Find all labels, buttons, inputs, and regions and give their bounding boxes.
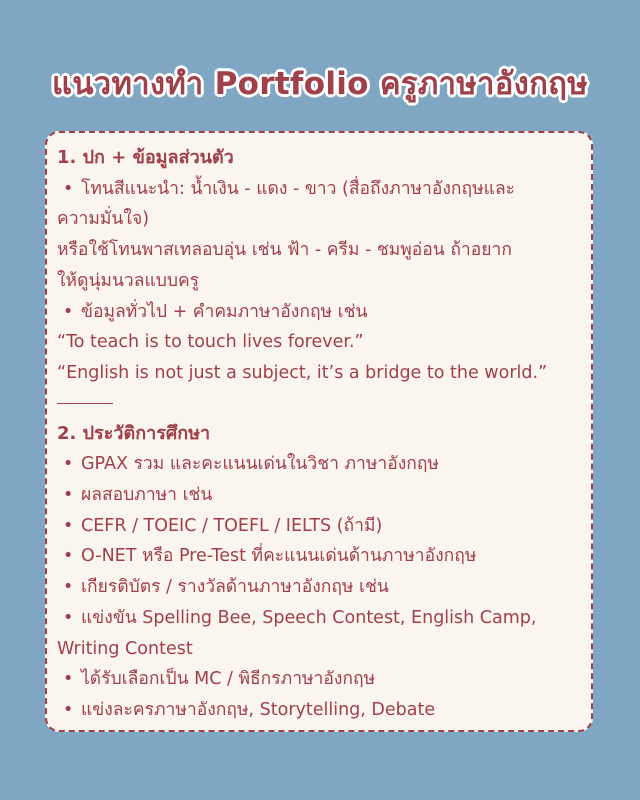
list-item-continuation: ความมั่นใจ) [57,209,150,230]
bullet-icon: • [63,515,74,536]
quote-line: “To teach is to touch lives forever.” [57,332,364,353]
bullet-icon: • [63,546,74,567]
list-item-text: ผลสอบภาษา เช่น [81,485,213,506]
list-item [57,572,581,603]
list-item-text: เกียรติบัตร / รางวัลด้านภาษาอังกฤษ เช่น [81,577,389,598]
divider [57,403,113,404]
bullet-icon: • [63,178,74,199]
list-item-text: ข้อมูลทั่วไป + คำคมภาษาอังกฤษ เช่น [81,301,368,322]
list-item-text: โทนสีแนะนำ: น้ำเงิน - แดง - ขาว (สื่อถึงภาษาอังกฤษและ [81,178,516,199]
list-item [57,449,581,480]
quote-line: “English is not just a subject, it’s a bridge to the world.” [57,362,548,383]
list-item-text: GPAX รวม และคะแนนเด่นในวิชา ภาษาอังกฤษ [81,454,439,475]
bullet-icon: • [63,699,74,720]
list-item-text: O-NET หรือ Pre-Test ที่คะแนนเด่นด้านภาษาอังกฤษ [81,546,477,567]
section-heading-cover: 1. ปก + ข้อมูลส่วนตัว [57,147,234,168]
list-item-text: แข่งขัน Spelling Bee, Speech Contest, English Camp, [81,607,537,628]
bullet-icon: • [63,301,74,322]
list-item-text: CEFR / TOEIC / TOEFL / IELTS (ถ้ามี) [81,515,383,536]
section-heading-education: 2. ประวัติการศึกษา [57,422,211,444]
list-item [57,511,581,542]
list-item [57,541,581,572]
list-item-text: แข่งละครภาษาอังกฤษ, Storytelling, Debate [81,699,436,720]
list-item-text: ได้รับเลือกเป็น MC / พิธีกรภาษาอังกฤษ [81,669,376,690]
bullet-icon: • [63,454,74,475]
page-title: แนวทางทำ Portfolio ครูภาษาอังกฤษ [52,66,588,102]
bullet-icon: • [63,669,74,690]
list-item [57,174,581,205]
list-item [57,664,581,695]
paragraph-line: หรือใช้โทนพาสเทลอบอุ่น เช่น ฟ้า - ครีม - ชมพูอ่อน ถ้าอยาก [57,240,512,261]
content-card [45,131,593,732]
list-item [57,297,581,328]
bullet-icon: • [63,607,74,628]
bullet-icon: • [63,577,74,598]
paragraph-line: ให้ดูนุ่มนวลแบบครู [57,270,200,291]
bullet-icon: • [63,485,74,506]
list-item [57,695,581,726]
list-item [57,480,581,511]
list-item [57,603,581,634]
list-item-continuation: Writing Contest [57,638,193,659]
